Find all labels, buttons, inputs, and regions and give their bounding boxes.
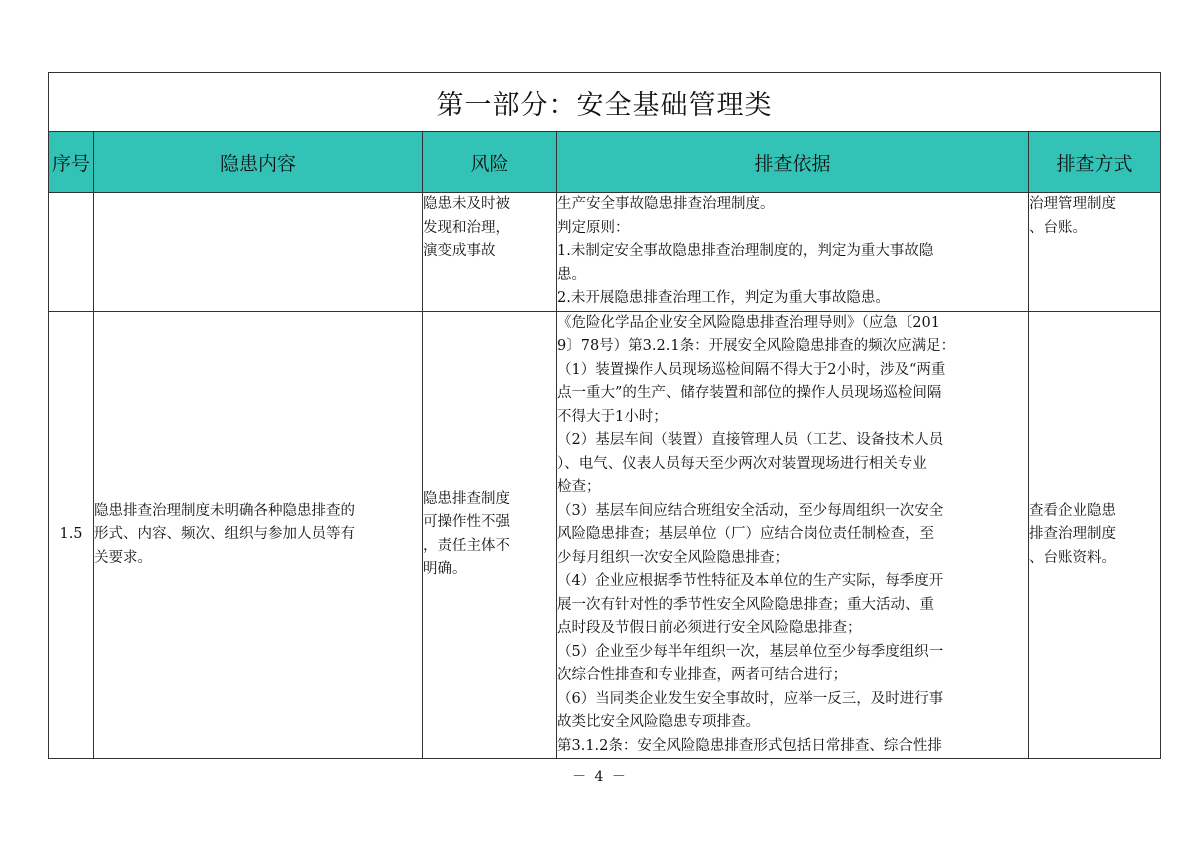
risk-line: 明确。 <box>423 561 467 578</box>
row-basis <box>557 193 1029 312</box>
row-basis <box>557 311 1029 759</box>
method-line: 治理管理制度 <box>1029 196 1116 212</box>
basis-line: （1）装置操作人员现场巡检间隔不得大于2小时，涉及“两重 <box>557 361 946 378</box>
page-number: － 4 － <box>572 769 628 785</box>
basis-line: 故类比安全风险隐患专项排查。 <box>557 714 760 730</box>
basis-line: （5）企业至少每半年组织一次，基层单位至少每季度组织一 <box>557 643 944 660</box>
header-method: 排查方式 <box>1029 132 1161 193</box>
basis-line: 展一次有针对性的季节性安全风险隐患排查；重大活动、重 <box>557 596 934 613</box>
risk-line: 隐患排查制度 <box>423 490 510 507</box>
table-header <box>49 132 1161 193</box>
risk-line: ，责任主体不 <box>423 537 510 554</box>
basis-line: 不得大于1小时； <box>557 408 668 425</box>
basis-line: 2.未开展隐患排查治理工作，判定为重大事故隐患。 <box>557 290 890 306</box>
basis-line: （3）基层车间应结合班组安全活动，至少每周组织一次安全 <box>557 502 944 519</box>
basis-line: 次综合性排查和专业排查，两者可结合进行； <box>557 667 847 683</box>
basis-line: 少每月组织一次安全风险隐患排查； <box>557 549 789 566</box>
risk-line: 演变成事故 <box>423 243 496 259</box>
method-line: 排查治理制度 <box>1029 526 1116 542</box>
basis-line: （2）基层车间（装置）直接管理人员（工艺、设备技术人员 <box>557 432 944 448</box>
method-line: 查看企业隐患 <box>1029 502 1116 519</box>
basis-line: 《危险化学品企业安全风险隐患排查治理导则》（应急〔201 <box>557 314 940 331</box>
basis-line: 点一重大”的生产、储存装置和部位的操作人员现场巡检间隔 <box>557 385 942 401</box>
risk-line: 可操作性不强 <box>423 514 510 531</box>
basis-line: 生产安全事故隐患排查治理制度。 <box>557 196 775 212</box>
row-method <box>1029 193 1161 312</box>
table-row <box>49 193 1161 312</box>
hazard-table <box>48 72 1161 759</box>
row-method <box>1029 311 1161 759</box>
method-line: 、台账资料。 <box>1029 549 1116 566</box>
basis-line: 判定原则： <box>557 219 630 236</box>
method-line: 、台账。 <box>1029 219 1087 236</box>
basis-line: 患。 <box>557 266 586 283</box>
page-title: 第一部分：安全基础管理类 <box>49 73 1161 132</box>
header-seq: 序号 <box>49 132 94 193</box>
basis-line: （4）企业应根据季节性特征及本单位的生产实际，每季度开 <box>557 573 944 589</box>
basis-line: ）、电气、仪表人员每天至少两次对装置现场进行相关专业 <box>557 455 927 472</box>
row-risk <box>423 311 557 759</box>
row-content <box>94 193 423 312</box>
row-risk <box>423 193 557 312</box>
table-row <box>49 311 1161 759</box>
basis-line: 风险隐患排查；基层单位（厂）应结合岗位责任制检查，至 <box>557 526 934 542</box>
row-seq: 1.5 <box>49 311 94 759</box>
row-seq <box>49 193 94 312</box>
header-risk: 风险 <box>423 132 557 193</box>
content-line: 关要求。 <box>94 549 152 566</box>
risk-line: 隐患未及时被 <box>423 196 510 212</box>
row-content <box>94 311 423 759</box>
header-basis: 排查依据 <box>557 132 1029 193</box>
content-line: 形式、内容、频次、组织与参加人员等有 <box>94 526 355 542</box>
basis-line: 1.未制定安全事故隐患排查治理制度的，判定为重大事故隐 <box>557 243 934 259</box>
header-content: 隐患内容 <box>94 132 423 193</box>
basis-line: 9〕78号）第3.2.1条：开展安全风险隐患排查的频次应满足： <box>557 338 956 354</box>
basis-line: 第3.1.2条：安全风险隐患排查形式包括日常排查、综合性排 <box>557 737 942 754</box>
basis-line: 检查； <box>557 479 601 495</box>
basis-line: 点时段及节假日前必须进行安全风险隐患排查； <box>557 620 862 636</box>
content-line: 隐患排查治理制度未明确各种隐患排查的 <box>94 502 355 519</box>
risk-line: 发现和治理， <box>423 219 510 236</box>
basis-line: （6）当同类企业发生安全事故时，应举一反三，及时进行事 <box>557 690 944 707</box>
